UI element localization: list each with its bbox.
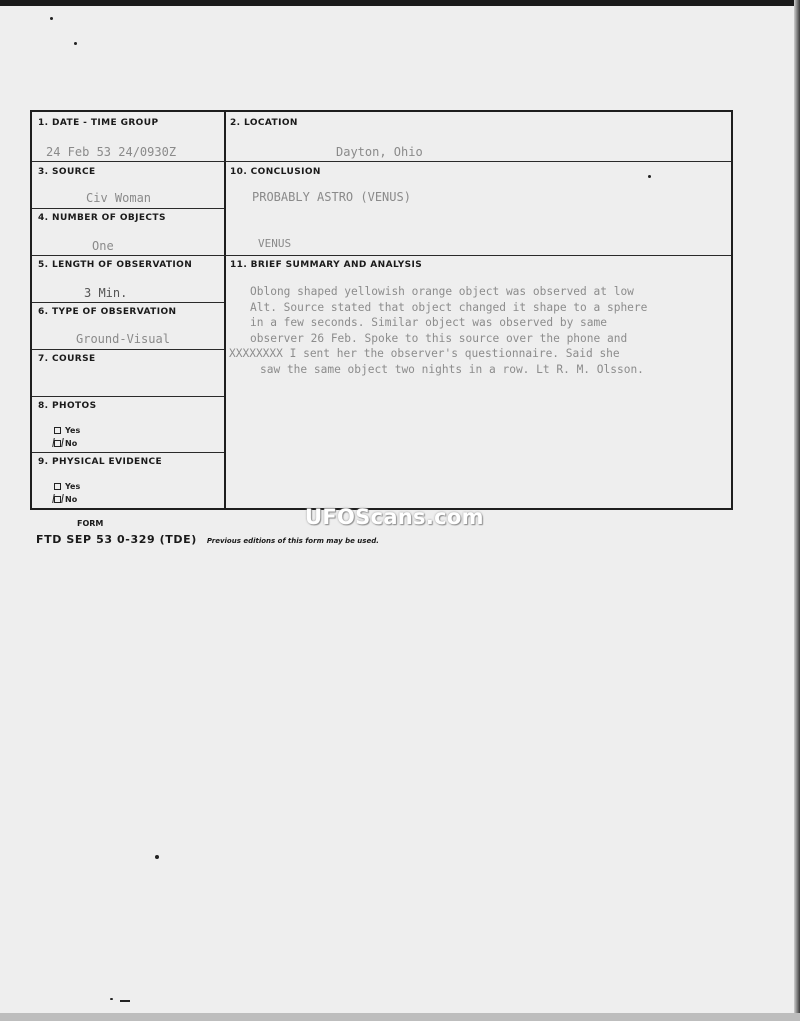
- length-of-observation-value: 3 Min.: [84, 286, 128, 300]
- photos-yes-label: Yes: [65, 426, 81, 435]
- footer-form-code-line: [36, 528, 379, 547]
- summary-line: in a few seconds. Similar object was observed by same: [250, 316, 607, 330]
- number-of-objects-label: 4. NUMBER OF OBJECTS: [38, 213, 166, 223]
- row-divider: [224, 255, 731, 256]
- summary-line: Oblong shaped yellowish orange object was observed at low: [250, 285, 634, 298]
- row-divider: [32, 161, 224, 162]
- watermark: UFOScans.com: [305, 505, 484, 529]
- scan-edge-bottom: [0, 1013, 800, 1021]
- photos-no-option: [54, 439, 77, 448]
- source-label: 3. SOURCE: [38, 167, 96, 177]
- summary-line: saw the same object two nights in a row. Lt R. M. Olsson.: [260, 362, 644, 376]
- summary-label: 11. BRIEF SUMMARY AND ANALYSIS: [230, 260, 423, 270]
- photos-no-checkbox: [54, 440, 61, 447]
- type-of-observation-value: Ground-Visual: [76, 332, 170, 346]
- physical-evidence-no-label: No: [65, 495, 78, 504]
- physical-evidence-no-option: [54, 495, 77, 504]
- photos-yes-option: [54, 426, 80, 435]
- row-divider: [32, 452, 224, 453]
- footer-note: Previous editions of this form may be used.: [206, 537, 379, 545]
- physical-evidence-yes-option: [54, 482, 80, 491]
- physical-evidence-label: 9. PHYSICAL EVIDENCE: [38, 457, 163, 467]
- summary-line: observer 26 Feb. Spoke to this source over the phone and: [250, 331, 628, 345]
- conclusion-label: 10. CONCLUSION: [230, 167, 321, 177]
- scan-edge-top: [0, 0, 800, 6]
- length-of-observation-label: 5. LENGTH OF OBSERVATION: [38, 260, 193, 270]
- row-divider: [32, 396, 224, 397]
- summary-line: XXXXXXXX I sent her the observer's questionnaire. Said she: [229, 347, 620, 361]
- conclusion-value: PROBABLY ASTRO (VENUS): [252, 190, 411, 204]
- summary-text: [229, 284, 730, 378]
- location-label: 2. LOCATION: [230, 118, 298, 128]
- course-label: 7. COURSE: [38, 354, 96, 364]
- footer-form-word: FORM: [77, 519, 104, 528]
- physical-evidence-yes-label: Yes: [65, 482, 81, 491]
- summary-line: Alt. Source stated that object changed it shape to a sphere: [250, 300, 648, 314]
- scan-speck: [110, 998, 113, 1000]
- location-value: Dayton, Ohio: [336, 145, 423, 159]
- row-divider: [32, 255, 224, 256]
- row-divider: [224, 161, 731, 162]
- scan-edge-right: [794, 0, 800, 1021]
- date-time-group-value: 24 Feb 53 24/0930Z: [46, 145, 177, 159]
- physical-evidence-no-checkbox: [54, 496, 61, 503]
- date-time-group-label: 1. DATE - TIME GROUP: [38, 118, 159, 128]
- scan-speck: [74, 42, 77, 45]
- row-divider: [32, 349, 224, 350]
- photos-label: 8. PHOTOS: [38, 401, 97, 411]
- photos-no-label: No: [65, 439, 78, 448]
- scan-speck: [50, 17, 53, 20]
- row-divider: [32, 208, 224, 209]
- row-divider: [32, 302, 224, 303]
- source-value: Civ Woman: [86, 191, 152, 205]
- column-divider: [224, 112, 226, 508]
- physical-evidence-yes-checkbox: [54, 483, 61, 490]
- number-of-objects-value: One: [92, 239, 114, 253]
- scan-speck: [120, 1000, 130, 1002]
- scan-speck: [155, 855, 159, 859]
- report-form: [30, 110, 733, 510]
- type-of-observation-label: 6. TYPE OF OBSERVATION: [38, 307, 177, 317]
- photos-yes-checkbox: [54, 427, 61, 434]
- footer-form-code: FTD SEP 53 0-329 (TDE): [36, 533, 197, 546]
- conclusion-value-venus: VENUS: [258, 237, 292, 250]
